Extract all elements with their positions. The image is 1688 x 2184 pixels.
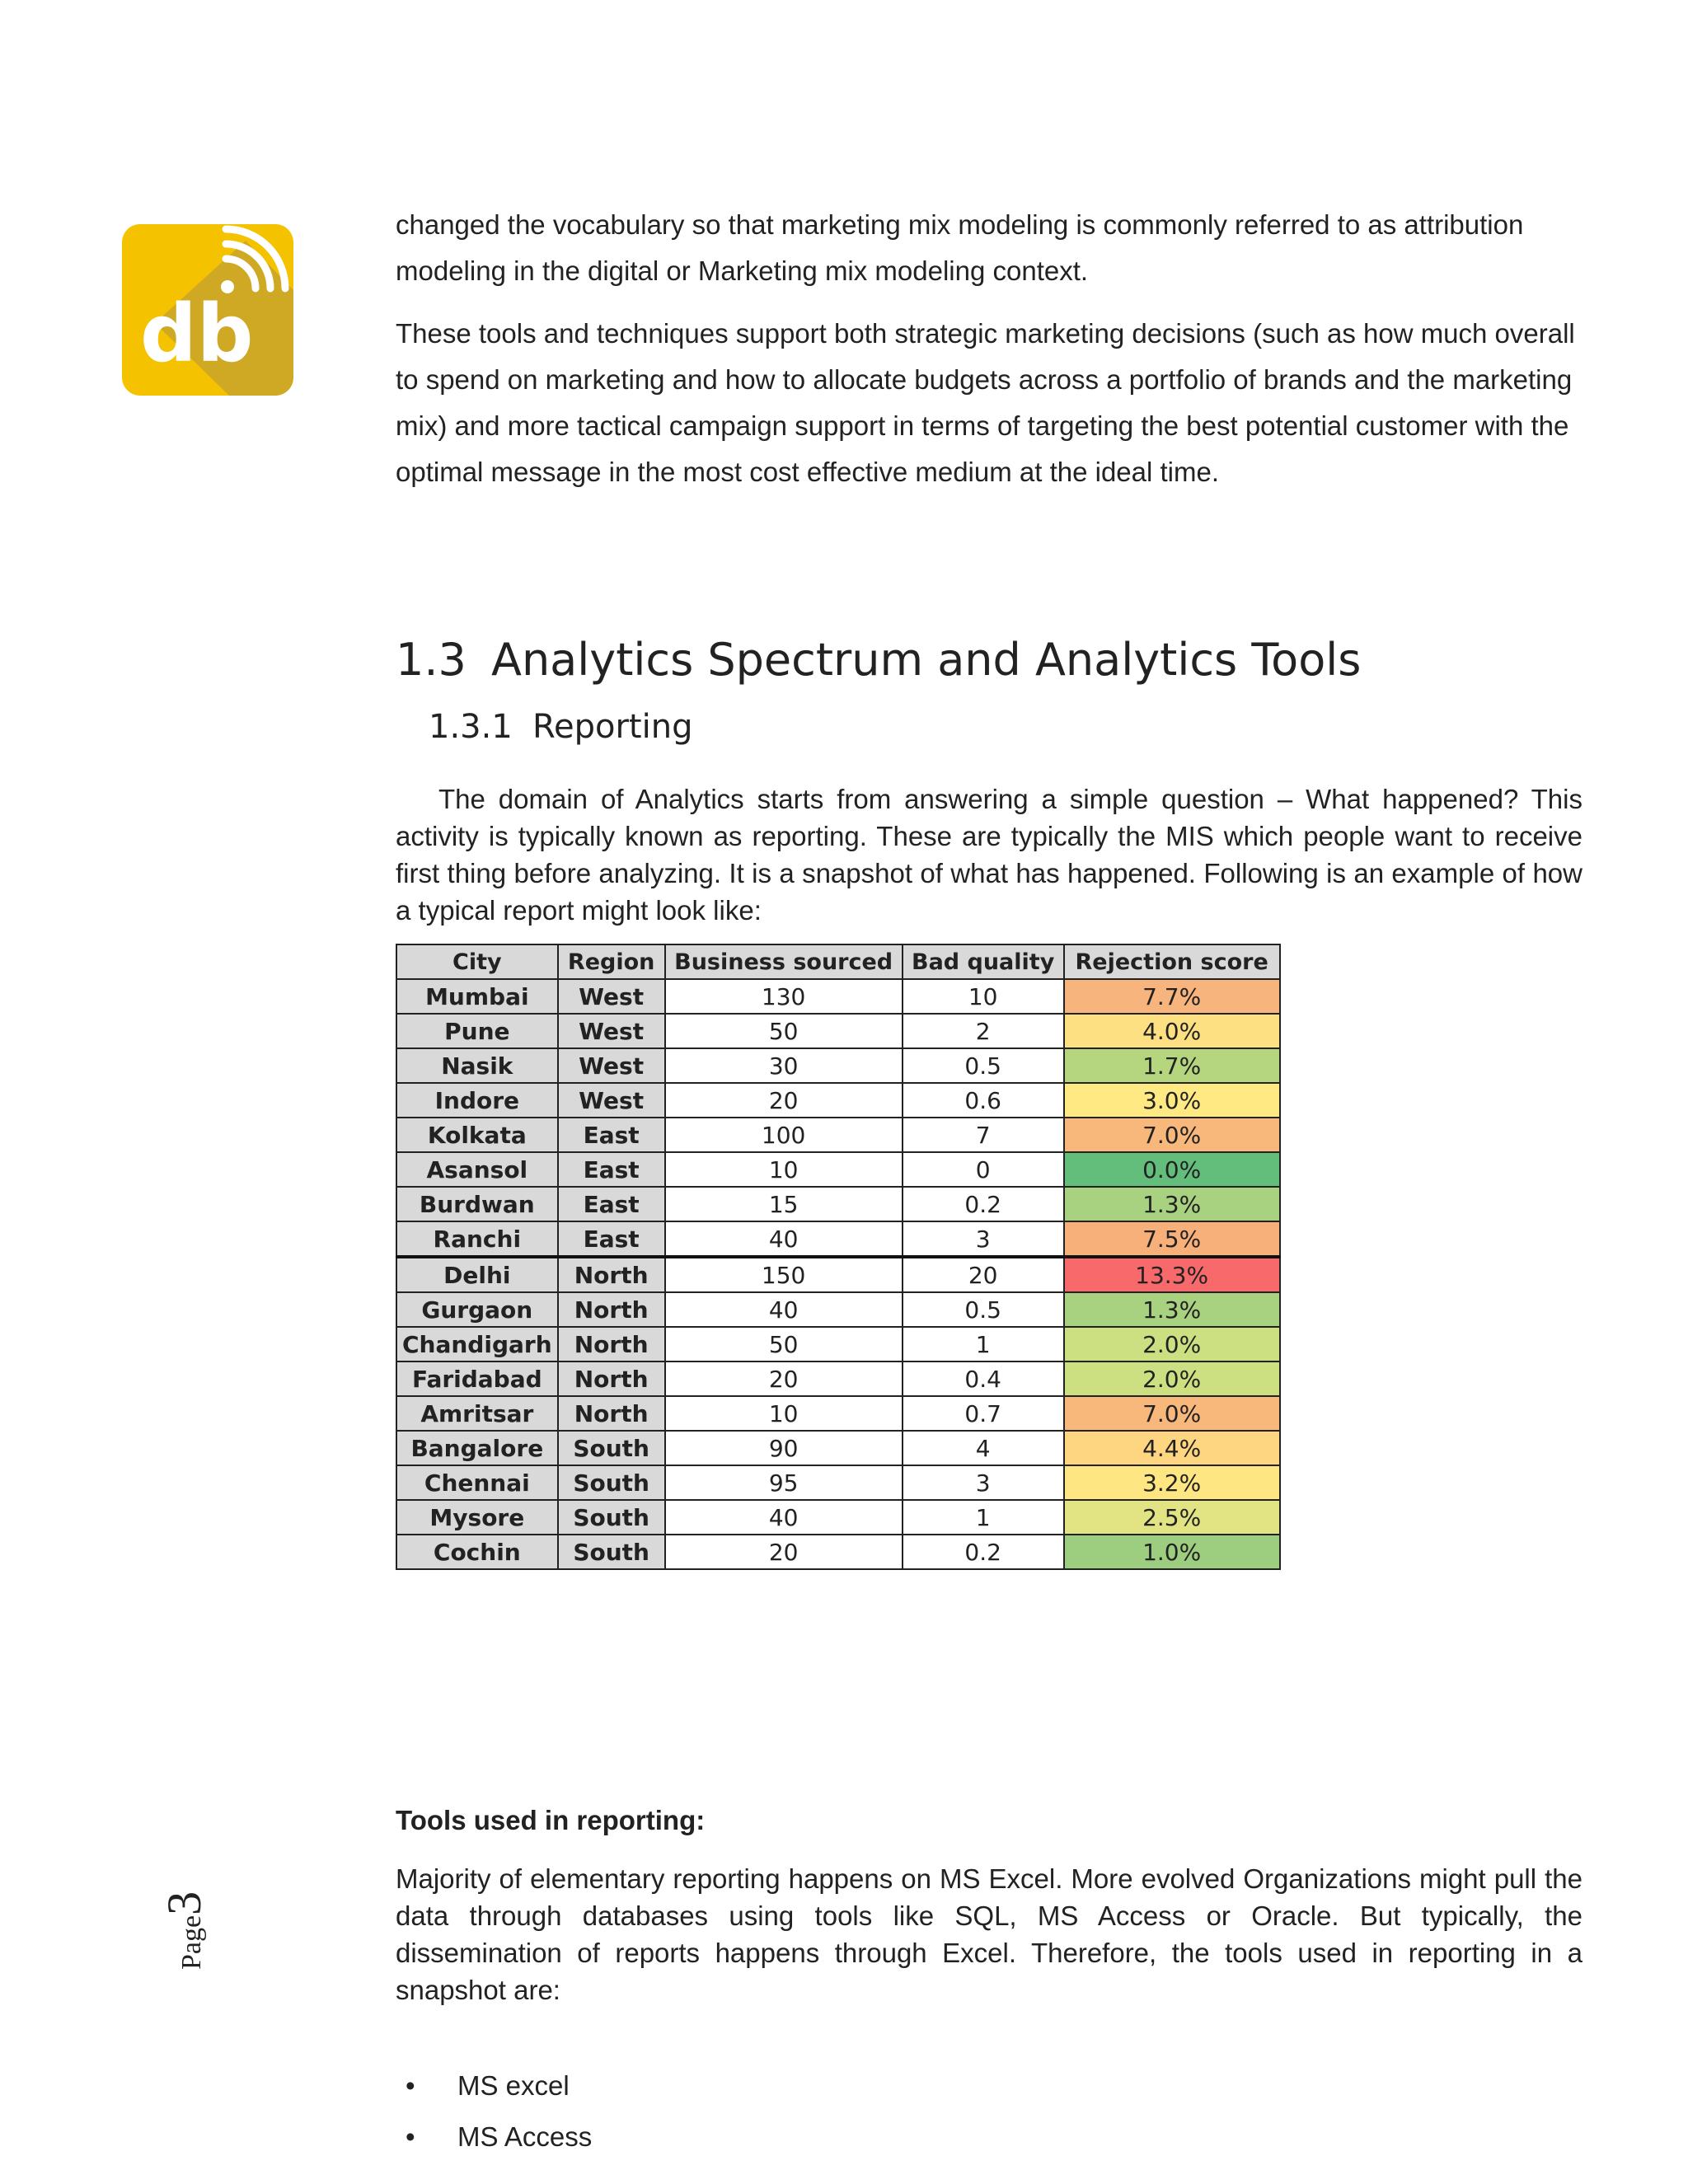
table-cell-rejection-score: 1.7% [1064, 1048, 1280, 1083]
table-cell-city: Mumbai [396, 979, 558, 1014]
table-cell-bad-quality: 0.2 [903, 1187, 1064, 1221]
table-cell-rejection-score: 1.3% [1064, 1292, 1280, 1327]
table-cell-business-sourced: 130 [665, 979, 903, 1014]
tools-list [396, 2060, 592, 2163]
column-header-rejection-score: Rejection score [1064, 944, 1280, 979]
table-cell-business-sourced: 40 [665, 1221, 903, 1257]
table-cell-business-sourced: 10 [665, 1152, 903, 1187]
table-cell-rejection-score: 7.7% [1064, 979, 1280, 1014]
table-cell-city: Ranchi [396, 1221, 558, 1257]
table-cell-bad-quality: 20 [903, 1257, 1064, 1292]
table-cell-business-sourced: 10 [665, 1396, 903, 1431]
table-cell-business-sourced: 15 [665, 1187, 903, 1221]
section-number: 1.3 [396, 634, 467, 686]
table-cell-region: North [558, 1396, 665, 1431]
tools-heading: Tools used in reporting: [396, 1805, 706, 1835]
table-cell-region: West [558, 1048, 665, 1083]
table-cell-bad-quality: 3 [903, 1465, 1064, 1500]
page-content [396, 202, 1582, 2152]
table-row [396, 1465, 1280, 1500]
table-row [396, 1535, 1280, 1569]
table-cell-city: Gurgaon [396, 1292, 558, 1327]
table-cell-rejection-score: 4.4% [1064, 1431, 1280, 1465]
table-cell-city: Pune [396, 1014, 558, 1048]
table-cell-business-sourced: 20 [665, 1361, 903, 1396]
table-row [396, 1292, 1280, 1327]
table-cell-city: Bangalore [396, 1431, 558, 1465]
subsection-number: 1.3.1 [429, 708, 513, 746]
table-cell-business-sourced: 50 [665, 1327, 903, 1361]
table-cell-city: Indore [396, 1083, 558, 1118]
table-cell-city: Chandigarh [396, 1327, 558, 1361]
table-cell-bad-quality: 0 [903, 1152, 1064, 1187]
table-cell-rejection-score: 2.0% [1064, 1361, 1280, 1396]
column-header-region: Region [558, 944, 665, 979]
logo-text: db [140, 288, 254, 380]
table-row [396, 1257, 1280, 1292]
table-cell-region: West [558, 1083, 665, 1118]
table-cell-bad-quality: 0.6 [903, 1083, 1064, 1118]
column-header-city: City [396, 944, 558, 979]
table-cell-bad-quality: 3 [903, 1221, 1064, 1257]
table-cell-city: Mysore [396, 1500, 558, 1535]
table-cell-business-sourced: 20 [665, 1083, 903, 1118]
table-row [396, 1327, 1280, 1361]
table-cell-region: North [558, 1361, 665, 1396]
table-cell-city: Amritsar [396, 1396, 558, 1431]
db-logo [122, 224, 293, 396]
table-row [396, 1221, 1280, 1257]
db-logo-graphic [122, 224, 293, 396]
section-title-text: Analytics Spectrum and Analytics Tools [491, 634, 1362, 686]
table-cell-bad-quality: 0.2 [903, 1535, 1064, 1569]
table-cell-rejection-score: 7.0% [1064, 1118, 1280, 1152]
report-table [396, 944, 1281, 1570]
list-item-text: MS excel [457, 2070, 570, 2101]
table-cell-rejection-score: 3.0% [1064, 1083, 1280, 1118]
table-cell-business-sourced: 20 [665, 1535, 903, 1569]
table-cell-city: Faridabad [396, 1361, 558, 1396]
table-cell-bad-quality: 7 [903, 1118, 1064, 1152]
table-cell-business-sourced: 100 [665, 1118, 903, 1152]
table-cell-rejection-score: 4.0% [1064, 1014, 1280, 1048]
table-cell-bad-quality: 0.4 [903, 1361, 1064, 1396]
subsection-heading [429, 708, 692, 746]
table-row [396, 1431, 1280, 1465]
list-item [396, 2060, 592, 2111]
table-row [396, 1083, 1280, 1118]
table-cell-region: South [558, 1465, 665, 1500]
table-cell-bad-quality: 2 [903, 1014, 1064, 1048]
table-cell-city: Delhi [396, 1257, 558, 1292]
column-header-bad-quality: Bad quality [903, 944, 1064, 979]
table-cell-bad-quality: 10 [903, 979, 1064, 1014]
table-cell-rejection-score: 3.2% [1064, 1465, 1280, 1500]
table-cell-region: West [558, 979, 665, 1014]
table-row [396, 1118, 1280, 1152]
table-cell-rejection-score: 2.0% [1064, 1327, 1280, 1361]
table-cell-rejection-score: 7.5% [1064, 1221, 1280, 1257]
subsection-title-text: Reporting [532, 708, 693, 746]
reporting-paragraph: The domain of Analytics starts from answering a simple question – What happened? This activity is typically known as reporting. These are typically the MIS which people want to receive first thing before analyzing. It is a snapshot of what has happened. Following is an example of how a typical report might look like: [396, 784, 1582, 926]
table-cell-city: Nasik [396, 1048, 558, 1083]
table-row [396, 1152, 1280, 1187]
table-cell-city: Cochin [396, 1535, 558, 1569]
table-cell-region: East [558, 1221, 665, 1257]
section-heading [396, 634, 1361, 686]
table-cell-rejection-score: 7.0% [1064, 1396, 1280, 1431]
table-cell-bad-quality: 0.5 [903, 1048, 1064, 1083]
table-cell-business-sourced: 95 [665, 1465, 903, 1500]
table-cell-region: North [558, 1257, 665, 1292]
bullet: • [406, 2070, 415, 2101]
table-row [396, 1187, 1280, 1221]
bullet: • [406, 2121, 415, 2152]
table-row [396, 1500, 1280, 1535]
table-row [396, 979, 1280, 1014]
table-cell-bad-quality: 4 [903, 1431, 1064, 1465]
table-cell-region: South [558, 1535, 665, 1569]
table-cell-business-sourced: 40 [665, 1292, 903, 1327]
table-cell-bad-quality: 1 [903, 1327, 1064, 1361]
table-cell-business-sourced: 90 [665, 1431, 903, 1465]
table-cell-city: Kolkata [396, 1118, 558, 1152]
list-item [396, 2111, 592, 2163]
table-cell-business-sourced: 40 [665, 1500, 903, 1535]
table-cell-city: Asansol [396, 1152, 558, 1187]
intro-paragraph-2: These tools and techniques support both strategic marketing decisions (such as how much overall to spend on marketing and how to allocate budgets across a portfolio of brands and the marketing mix) and more tactical campaign support in terms of targeting the best potential customer with the optimal message in the most cost effective medium at the ideal time. [396, 318, 1575, 487]
table-cell-rejection-score: 1.0% [1064, 1535, 1280, 1569]
intro-paragraph-1: changed the vocabulary so that marketing mix modeling is commonly referred to as attribution modeling in the digital or Marketing mix modeling context. [396, 209, 1524, 286]
table-cell-rejection-score: 13.3% [1064, 1257, 1280, 1292]
tools-paragraph: Majority of elementary reporting happens on MS Excel. More evolved Organizations might pull the data through databases using tools like SQL, MS Access or Oracle. But typically, the dissemination of reports happens through Excel. Therefore, the tools used in reporting in a snapshot are: [396, 1863, 1582, 2005]
table-cell-region: East [558, 1118, 665, 1152]
table-cell-business-sourced: 150 [665, 1257, 903, 1292]
table-row [396, 1396, 1280, 1431]
page-number-digit: 3 [157, 1891, 211, 1915]
table-cell-region: North [558, 1292, 665, 1327]
table-cell-rejection-score: 2.5% [1064, 1500, 1280, 1535]
page-number-word: Page [176, 1915, 207, 1970]
list-item-text: MS Access [457, 2121, 593, 2152]
table-row [396, 1048, 1280, 1083]
table-header-row [396, 944, 1280, 979]
table-body [396, 979, 1280, 1569]
table-cell-bad-quality: 0.5 [903, 1292, 1064, 1327]
table-cell-business-sourced: 30 [665, 1048, 903, 1083]
table-row [396, 1014, 1280, 1048]
table-cell-rejection-score: 0.0% [1064, 1152, 1280, 1187]
table-cell-business-sourced: 50 [665, 1014, 903, 1048]
table-cell-region: North [558, 1327, 665, 1361]
table-cell-region: South [558, 1500, 665, 1535]
table-cell-region: South [558, 1431, 665, 1465]
table-cell-bad-quality: 1 [903, 1500, 1064, 1535]
table-cell-region: East [558, 1152, 665, 1187]
table-row [396, 1361, 1280, 1396]
table-cell-city: Chennai [396, 1465, 558, 1500]
table-cell-city: Burdwan [396, 1187, 558, 1221]
table-cell-region: East [558, 1187, 665, 1221]
table-cell-bad-quality: 0.7 [903, 1396, 1064, 1431]
page-number [157, 1854, 211, 1970]
column-header-business-sourced: Business sourced [665, 944, 903, 979]
table-cell-region: West [558, 1014, 665, 1048]
table-cell-rejection-score: 1.3% [1064, 1187, 1280, 1221]
